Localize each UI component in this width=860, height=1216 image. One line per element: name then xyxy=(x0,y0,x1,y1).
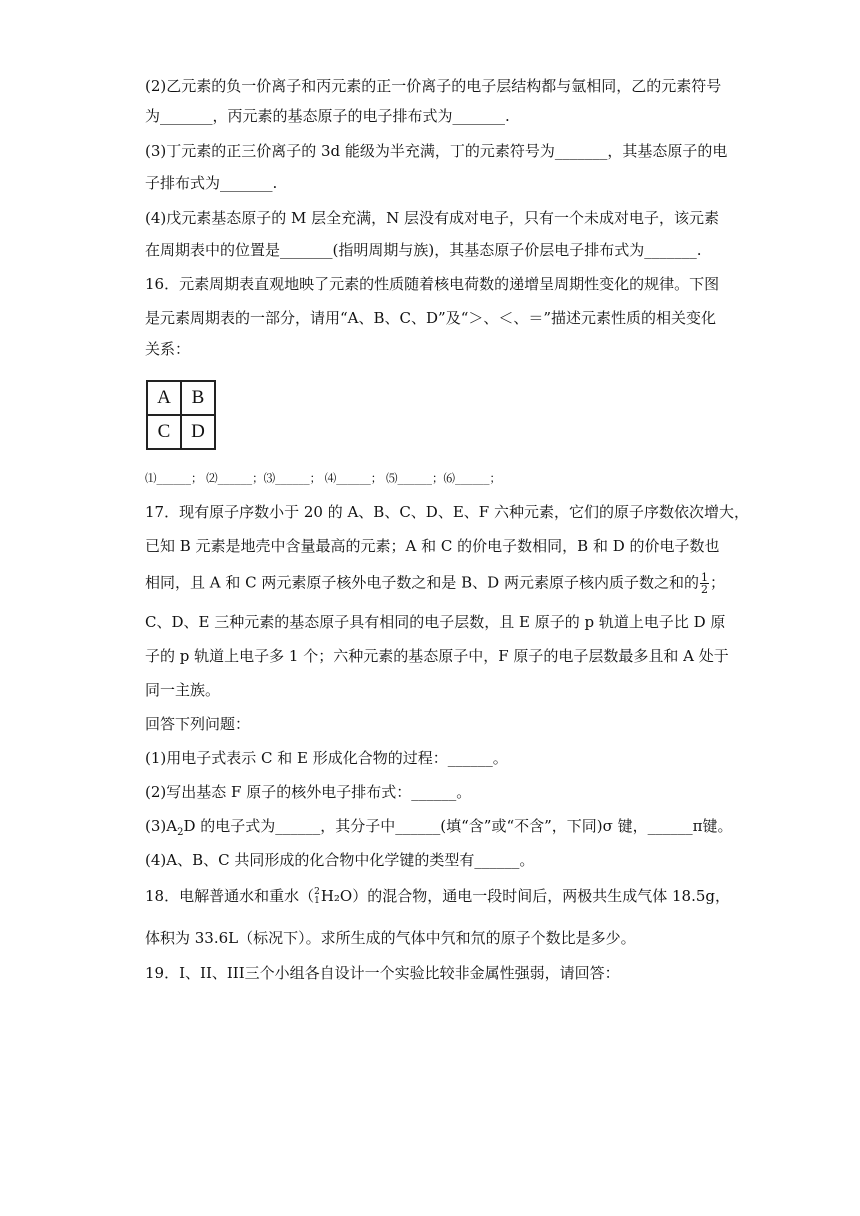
q17-sub2: (2)写出基态 F 原子的核外电子排布式：______。 xyxy=(145,783,472,801)
atomic-number: 1 xyxy=(314,896,320,906)
cell-a: A xyxy=(147,381,181,415)
q17-line1: 17．现有原子序数小于 20 的 A、B、C、D、E、F 六种元素，它们的原子序数依次增大， xyxy=(145,503,749,521)
q16-line3: 关系： xyxy=(145,340,191,358)
q16-line2: 是元素周期表的一部分，请用“A、B、C、D”及“＞、＜、＝”描述元素性质的相关变化 xyxy=(145,309,717,327)
q15-part2-line1: (2)乙元素的负一价离子和丙元素的正一价离子的电子层结构都与氩相同，乙的元素符号 xyxy=(145,77,722,95)
q15-part2-line2: 为_______，丙元素的基态原子的电子排布式为_______. xyxy=(145,107,510,125)
cell-c: C xyxy=(147,415,181,449)
q17-line4: C、D、E 三种元素的基态原子具有相同的电子层数，且 E 原子的 p 轨道上电子比 D 原 xyxy=(145,613,726,631)
one-half-fraction xyxy=(700,572,709,595)
q17-line3-text: 相同，且 A 和 C 两元素原子核外电子数之和是 B、D 两元素原子核内质子数之和的 xyxy=(145,573,699,592)
subscript-2: 2 xyxy=(177,827,184,838)
q16-answer-blanks: ⑴______； ⑵______；⑶______； ⑷______； ⑸______；⑹______； xyxy=(145,471,501,485)
q15-part4-line2: 在周期表中的位置是_______(指明周期与族)，其基态原子价层电子排布式为_______. xyxy=(145,241,702,259)
q15-part4-line1: (4)戊元素基态原子的 M 层全充满，N 层没有成对电子，只有一个未成对电子，该元素 xyxy=(145,209,720,227)
q15-part3-line1: (3)丁元素的正三价离子的 3d 能级为半充满，丁的元素符号为_______，其基态原子的电 xyxy=(145,142,728,160)
q17-prompt: 回答下列问题： xyxy=(145,715,251,733)
q17-line6: 同一主族。 xyxy=(145,681,221,699)
q19-line1: 19．I、II、III三个小组各自设计一个实验比较非金属性强弱，请回答： xyxy=(145,964,620,982)
q17-sub4: (4)A、B、C 共同形成的化合物中化学键的类型有______。 xyxy=(145,851,535,869)
q17-sub1: (1)用电子式表示 C 和 E 形成化合物的过程：______。 xyxy=(145,749,508,767)
q18-line1 xyxy=(145,886,731,906)
water-formula: H₂O xyxy=(320,887,353,905)
q18-line2: 体积为 33.6L（标况下）。求所生成的气体中氕和氘的原子个数比是多少。 xyxy=(145,929,636,947)
q15-part3-line2: 子排布式为_______. xyxy=(145,174,278,192)
q17-line3 xyxy=(145,572,725,595)
cell-b: B xyxy=(181,381,215,415)
fraction-numerator: 1 xyxy=(700,571,708,584)
periodic-table-fragment xyxy=(146,380,216,450)
cell-d: D xyxy=(181,415,215,449)
q17-line5: 子的 p 轨道上电子多 1 个；六种元素的基态原子中，F 原子的电子层数最多且和 A 处于 xyxy=(145,647,729,665)
q17-sub3-start: (3)A xyxy=(145,817,178,835)
q17-sub3 xyxy=(145,816,733,843)
q18-line1-rest: ）的混合物，通电一段时间后，两极共生成气体 18.5g， xyxy=(352,887,731,905)
isotope-notation xyxy=(314,888,320,906)
q18-line1-start: 18．电解普通水和重水（ xyxy=(145,887,315,905)
fraction-denominator: 2 xyxy=(700,583,708,596)
mass-number: 2 xyxy=(314,887,320,897)
q17-sub3-rest: D 的电子式为______，其分子中______(填“含”或“不含”，下同)σ 键，______π键。 xyxy=(183,817,733,835)
q16-line1: 16．元素周期表直观地映了元素的性质随着核电荷数的递增呈周期性变化的规律。下图 xyxy=(145,275,720,293)
q17-line2: 已知 B 元素是地壳中含量最高的元素；A 和 C 的价电子数相同，B 和 D 的价电子数也 xyxy=(145,537,720,555)
q17-line3-end: ； xyxy=(709,573,725,592)
